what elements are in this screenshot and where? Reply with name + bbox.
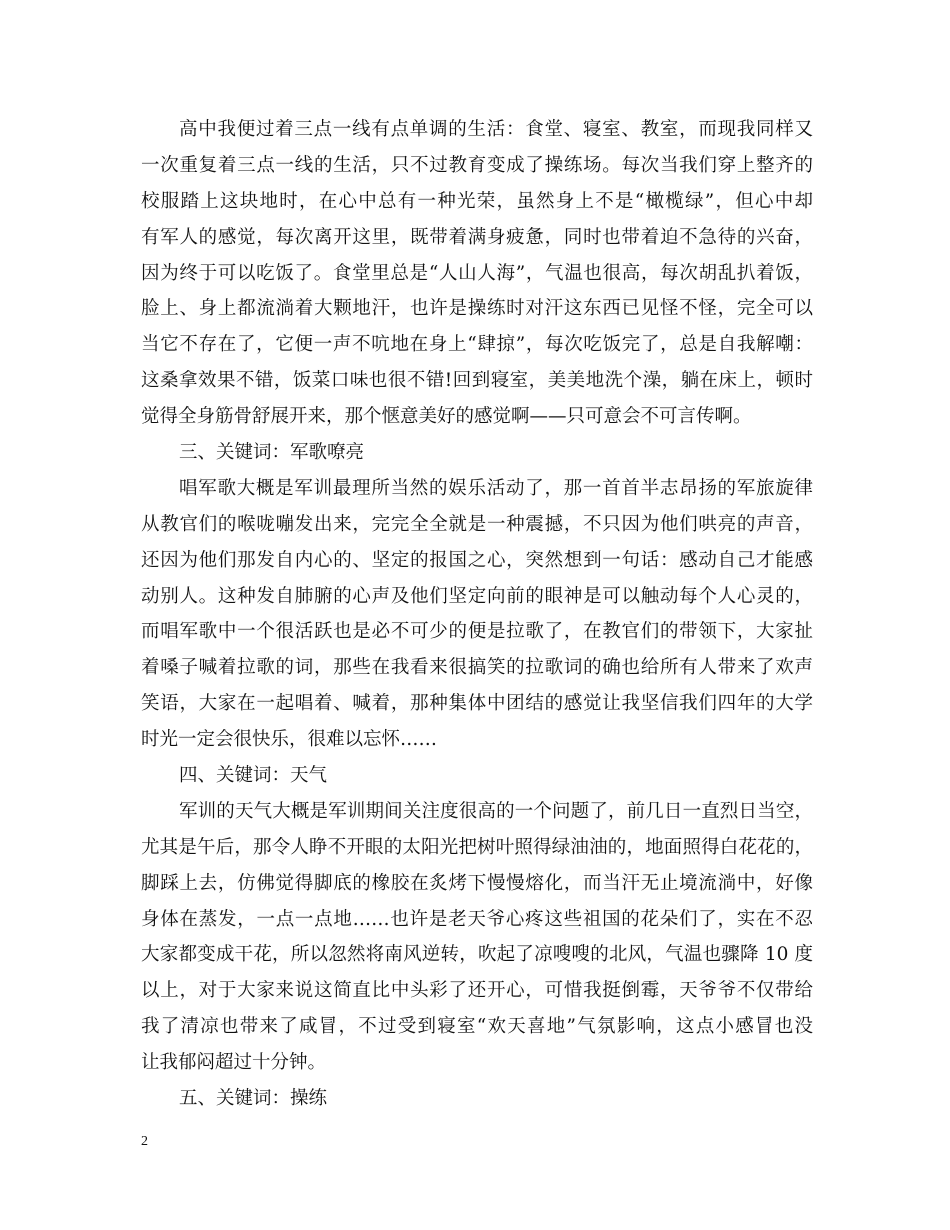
- paragraph-line: 还因为他们那发自内心的、坚定的报国之心，突然想到一句话：感动自己才能感: [141, 549, 813, 571]
- paragraph-line: 时光一定会很快乐，很难以忘怀……: [141, 729, 438, 751]
- paragraph-line: 唱军歌大概是军训最理所当然的娱乐活动了，那一首首半志昂扬的军旅旋律: [179, 477, 813, 499]
- paragraph-line: 有军人的感觉，每次离开这里，既带着满身疲惫，同时也带着迫不急待的兴奋，: [141, 226, 813, 248]
- paragraph-line: 军训的天气大概是军训期间关注度很高的一个问题了，前几日一直烈日当空，: [179, 800, 813, 822]
- paragraph-line: 因为终于可以吃饭了。食堂里总是“人山人海”，气温也很高，每次胡乱扒着饭，: [141, 262, 813, 284]
- section-heading: 三、关键词：军歌嘹亮: [179, 442, 365, 464]
- paragraph-line: 从教官们的喉咙嘣发出来，完完全全就是一种震撼，不只因为他们哄亮的声音，: [141, 513, 813, 535]
- paragraph-line: 校服踏上这块地时，在心中总有一种光荣，虽然身上不是“橄榄绿”，但心中却: [141, 190, 813, 212]
- paragraph-line: 这桑拿效果不错，饭菜口味也很不错!回到寝室，美美地洗个澡，躺在床上，顿时: [141, 370, 813, 392]
- paragraph-line: 脸上、身上都流淌着大颗地汗，也许是操练时对汗这东西已见怪不怪，完全可以: [141, 298, 813, 320]
- paragraph-line: 当它不存在了，它便一声不吭地在身上“肆掠”，每次吃饭完了，总是自我解嘲：: [141, 334, 813, 356]
- paragraph-line: 身体在蒸发，一点一点地……也许是老天爷心疼这些祖国的花朵们了，实在不忍: [141, 908, 813, 930]
- paragraph-line: 大家都变成干花，所以忽然将南风逆转，吹起了凉嗖嗖的北风，气温也骤降 10 度: [141, 944, 813, 966]
- paragraph-line: 而唱军歌中一个很活跃也是必不可少的便是拉歌了，在教官们的带领下，大家扯: [141, 621, 813, 643]
- document-body: [141, 112, 813, 1117]
- section-heading: 五、关键词：操练: [179, 1088, 328, 1110]
- paragraph-line: 高中我便过着三点一线有点单调的生活：食堂、寝室、教室，而现我同样又: [179, 119, 813, 140]
- paragraph-line: 尤其是午后，那令人睁不开眼的太阳光把树叶照得绿油油的，地面照得白花花的，: [141, 836, 813, 858]
- paragraph-line: 脚踩上去，仿佛觉得脚底的橡胶在炙烤下慢慢熔化，而当汗无止境流淌中，好像: [141, 872, 813, 894]
- paragraph-line: 觉得全身筋骨舒展开来，那个惬意美好的感觉啊——只可意会不可言传啊。: [141, 406, 752, 428]
- paragraph-line: 笑语，大家在一起唱着、喊着，那种集体中团结的感觉让我坚信我们四年的大学: [141, 693, 813, 715]
- section-heading: 四、关键词：天气: [179, 765, 328, 787]
- paragraph-line: 让我郁闷超过十分钟。: [141, 1052, 327, 1074]
- paragraph-line: 我了清凉也带来了咸冒，不过受到寝室“欢天喜地”气氛影响，这点小感冒也没: [141, 1016, 813, 1038]
- paragraph-line: 动别人。这种发自肺腑的心声及他们坚定向前的眼神是可以触动每个人心灵的，: [141, 585, 813, 607]
- paragraph-line: 一次重复着三点一线的生活，只不过教育变成了操练场。每次当我们穿上整齐的: [141, 154, 813, 176]
- paragraph-line: 着嗓子喊着拉歌的词，那些在我看来很搞笑的拉歌词的确也给所有人带来了欢声: [141, 657, 813, 679]
- paragraph-line: 以上，对于大家来说这简直比中头彩了还开心，可惜我挺倒霉，天爷爷不仅带给: [141, 980, 813, 1002]
- page-number: 2: [141, 1134, 148, 1149]
